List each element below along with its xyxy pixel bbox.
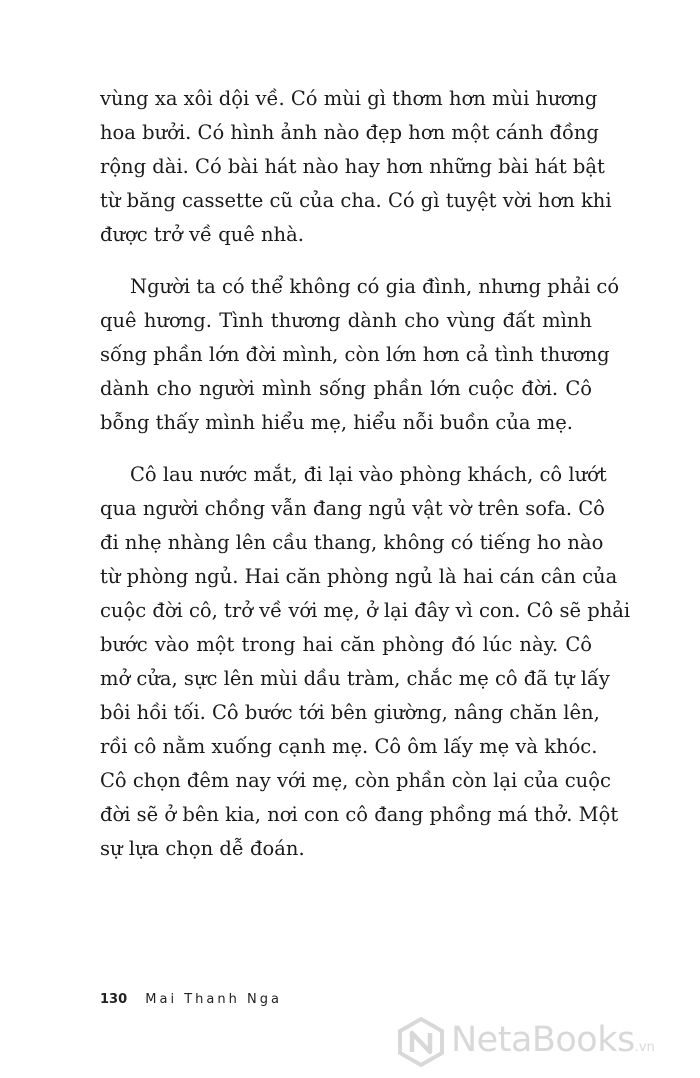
paragraph-3 (100, 458, 631, 866)
text-line: bỗng thấy mình hiểu mẹ, hiểu nỗi buồn của mẹ. (100, 411, 573, 434)
watermark-brand: NetaBooks.vn (451, 1020, 655, 1060)
text-line: được trở về quê nhà. (100, 223, 304, 246)
netabooks-logo-icon (395, 1016, 447, 1068)
text-line: mở cửa, sực lên mùi dầu tràm, chắc mẹ cô đã tự lấy (100, 667, 610, 690)
text-line: sự lựa chọn dễ đoán. (100, 837, 305, 860)
text-line: Người ta có thể không có gia đình, nhưng phải có (130, 275, 620, 298)
paragraph-2 (100, 270, 620, 440)
text-line: bôi hồi tối. Cô bước tới bên giường, nâng chăn lên, (100, 701, 600, 724)
paragraph-1 (100, 82, 612, 252)
text-line: dành cho người mình sống phần lớn cuộc đời. Cô (100, 377, 592, 400)
text-line: đi nhẹ nhàng lên cầu thang, không có tiếng ho nào (100, 531, 604, 554)
text-line: từ băng cassette cũ của cha. Có gì tuyệt vời hơn khi (100, 189, 612, 212)
text-line: rộng dài. Có bài hát nào hay hơn những bài hát bật (100, 155, 605, 178)
page-body (100, 82, 631, 884)
text-line: Cô lau nước mắt, đi lại vào phòng khách, cô lướt (130, 463, 607, 486)
watermark (395, 1014, 695, 1070)
text-line: Cô chọn đêm nay với mẹ, còn phần còn lại của cuộc (100, 769, 611, 792)
page-number: 130 (100, 992, 128, 1007)
text-line: sống phần lớn đời mình, còn lớn hơn cả tình thương (100, 343, 610, 366)
text-line: qua người chồng vẫn đang ngủ vật vờ trên sofa. Cô (100, 497, 605, 520)
text-line: bước vào một trong hai căn phòng đó lúc này. Cô (100, 633, 592, 656)
text-line: đời sẽ ở bên kia, nơi con cô đang phồng má thở. Một (100, 803, 619, 826)
text-line: rồi cô nằm xuống cạnh mẹ. Cô ôm lấy mẹ và khóc. (100, 735, 598, 758)
text-line: quê hương. Tình thương dành cho vùng đất mình (100, 309, 592, 332)
text-line: cuộc đời cô, trở về với mẹ, ở lại đây vì con. Cô sẽ phải (100, 599, 631, 622)
text-line: hoa bưởi. Có hình ảnh nào đẹp hơn một cánh đồng (100, 121, 599, 144)
author-name: Mai Thanh Nga (145, 992, 282, 1007)
text-line: vùng xa xôi dội về. Có mùi gì thơm hơn mùi hương (100, 87, 598, 110)
page-footer (100, 992, 282, 1007)
text-line: từ phòng ngủ. Hai căn phòng ngủ là hai cán cân của (100, 565, 618, 588)
watermark-suffix: .vn (634, 1040, 655, 1055)
